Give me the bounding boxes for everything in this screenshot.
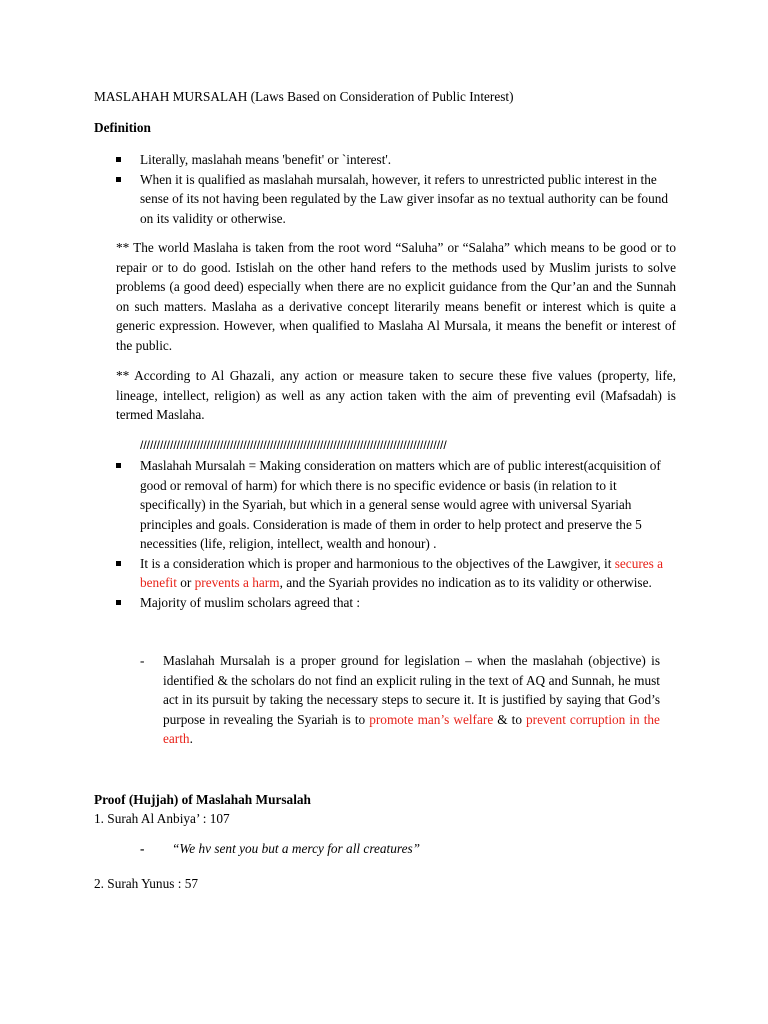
sub-list-text [163,651,660,749]
bullet-icon [116,177,121,182]
bullet-icon [116,463,121,468]
definition-list [116,150,676,228]
list-item-text: When it is qualified as maslahah mursalah, however, it refers to unrestricted public interest in the sense of its not having been regulated by the Law giver insofar as no textual authority can be found on its validity or otherwise. [140,171,669,226]
highlight-prevent-corruption: prevent corruption in the earth [163,711,660,746]
ghazali-paragraph: ** According to Al Ghazali, any action or measure taken to secure these five values (property, life, lineage, intellect, religion) as well as any action taken with the aim of preventing evil (Mafsadah) is termed Maslaha. [116,368,676,422]
text-run: , and the Syariah provides no indication as to its validity or otherwise. [279,575,652,590]
bullet-icon [116,600,121,605]
list-item [116,456,676,554]
list-item [116,150,676,170]
highlight-promote-welfare: promote man’s welfare [369,711,494,727]
dash-marker: - [140,841,145,856]
list-item-text: Majority of muslim scholars agreed that : [140,594,361,610]
text-run: Maslahah Mursalah is a proper ground for legislation – when the maslahah (objective) is identified & the scholars do not find an explicit ruling in the text of AQ and Sunnah, he must act in its pursuit by taking the necessary steps to secure it. It is justified by saying that God’s purpose in revealing the Syariah is to [163,653,660,727]
text-run: or [176,575,195,590]
bullet-icon [116,561,121,566]
points-list [116,456,676,612]
text-run: It is a consideration which is proper and harmonious to the objectives of the Lawgiver, it [140,555,615,571]
proof-item-1: 1. Surah Al Anbiya’ : 107 [94,811,230,826]
proof-heading: Proof (Hujjah) of Maslahah Mursalah [94,792,311,807]
proof-item-2: 2. Surah Yunus : 57 [94,876,199,891]
sub-list-item [140,651,660,749]
highlight-secures-benefit: secures a benefit [140,555,664,590]
list-item [116,170,676,229]
list-item-text: Literally, maslahah means 'benefit' or `interest'. [140,152,392,167]
definition-heading: Definition [94,120,151,135]
document-title: MASLAHAH MURSALAH (Laws Based on Consideration of Public Interest) [94,89,514,104]
root-word-paragraph: ** The world Maslaha is taken from the root word “Saluha” or “Salaha” which means to be good or to repair or to do good. Istislah on the other hand refers to the methods used by Muslim jurists to solve problems (a good deed) especially when there are no explicit guidance from the Qur’an and the Sunnah on such matters. Maslaha as a derivative concept literarily means benefit or interest which is quite a generic expression. However, when qualified to Maslaha Al Mursala, it means the benefit or interest of the public. [116,240,676,353]
text-run: . [189,731,193,746]
list-item-text: Maslahah Mursalah = Making consideration on matters which are of public interest(acquisition of good or removal of harm) for which there is no specific evidence or basis (in relation to it specifically) in the Syariah, but which in a general sense would agree with universal Syariah principles and goals. Consideration is made of them in order to help protect and preserve the 5 necessities (life, religion, intellect, wealth and honour) . [140,458,661,551]
list-item-text [140,556,663,591]
bullet-icon [116,157,121,162]
list-item [116,554,676,593]
dash-marker: - [140,653,145,668]
quote-text: “We hv sent you but a mercy for all creatures” [172,841,421,856]
list-item [116,593,676,613]
highlight-prevents-harm: prevents a harm [194,575,280,590]
separator-line: //////////////////////////////////////////////////////////////////////////////////////////// [140,438,447,452]
quote-row [140,839,640,859]
text-run: & to [493,711,527,727]
